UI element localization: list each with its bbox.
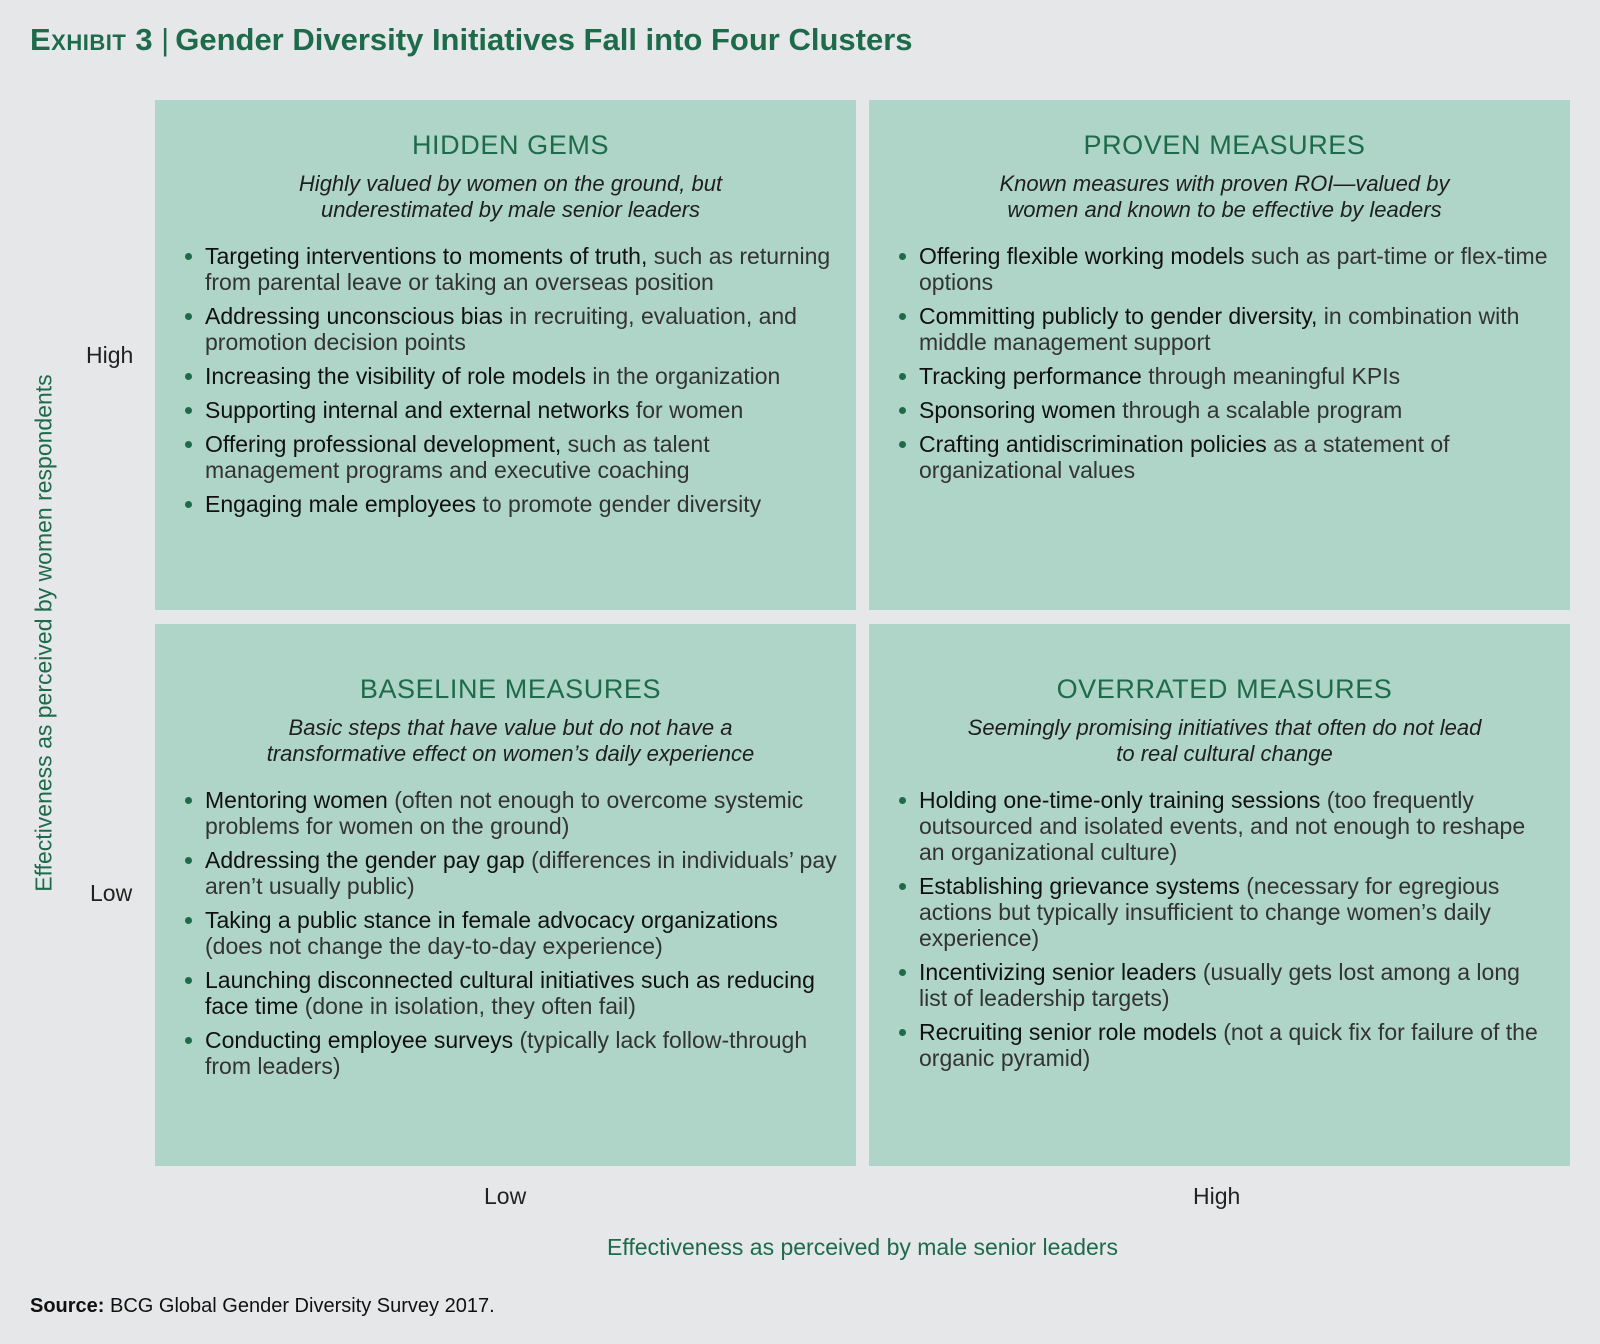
initiative-lead: Engaging male employees: [205, 491, 477, 517]
quadrant-title: OVERRATED MEASURES: [1056, 674, 1393, 704]
quadrant-subtitle: Basic steps that have value but do not have a transformative effect on women’s daily experience: [266, 715, 755, 766]
initiative-detail: such as talent management programs and executive coaching: [205, 431, 710, 483]
quadrant-title: PROVEN MEASURES: [1083, 130, 1366, 160]
initiative-item: [183, 363, 838, 389]
initiative-lead: Offering flexible working models: [919, 243, 1245, 269]
quadrant-item-list: [897, 787, 1552, 1071]
initiative-lead: Addressing the gender pay gap: [205, 847, 525, 873]
initiative-detail: for women: [629, 397, 744, 423]
initiative-lead: Crafting antidiscrimination policies: [919, 431, 1267, 457]
initiative-lead: Offering professional development,: [205, 431, 562, 457]
title-text: Gender Diversity Initiatives Fall into Four Clusters: [175, 22, 913, 57]
quadrant-subtitle: Seemingly promising initiatives that often do not lead to real cultural change: [967, 715, 1482, 766]
initiative-detail: (differences in individuals’ pay aren’t usually public): [205, 847, 837, 899]
exhibit-number: Exhibit 3: [30, 22, 154, 57]
source-note: [30, 1295, 495, 1318]
initiative-lead: Holding one-time-only training sessions: [919, 787, 1321, 813]
initiative-item: [897, 397, 1552, 423]
initiative-item: [183, 431, 838, 483]
title-separator: |: [161, 22, 170, 57]
quadrant-baseline-measures: [155, 624, 856, 1166]
initiative-detail: (too frequently outsourced and isolated events, and not enough to reshape an organizational culture): [919, 787, 1526, 865]
initiative-detail: (typically lack follow-through from leaders): [205, 1027, 808, 1079]
quadrant-item-list: [183, 787, 838, 1079]
initiative-lead: Incentivizing senior leaders: [919, 959, 1197, 985]
quadrant-title: HIDDEN GEMS: [411, 130, 610, 160]
initiative-detail: through a scalable program: [1115, 397, 1403, 423]
initiative-lead: Committing publicly to gender diversity,: [919, 303, 1318, 329]
exhibit-title: [30, 22, 913, 58]
initiative-lead: Targeting interventions to moments of truth,: [205, 243, 648, 269]
quadrant-item-list: [183, 243, 838, 517]
x-axis-label: Effectiveness as perceived by male senior leaders: [607, 1234, 1118, 1260]
initiative-lead: Supporting internal and external networks: [205, 397, 630, 423]
x-tick-high: High: [1193, 1183, 1241, 1209]
initiative-item: [183, 847, 838, 899]
initiative-detail: through meaningful KPIs: [1141, 363, 1401, 389]
initiative-detail: in the organization: [585, 363, 781, 389]
quadrant-item-list: [897, 243, 1552, 483]
initiative-item: [183, 907, 838, 959]
initiative-lead: Sponsoring women: [919, 397, 1116, 423]
initiative-detail: in recruiting, evaluation, and promotion decision points: [205, 303, 797, 355]
initiative-item: [183, 491, 838, 517]
initiative-detail: (does not change the day-to-day experience): [205, 933, 663, 959]
initiative-item: [897, 787, 1552, 865]
initiative-item: [897, 363, 1552, 389]
initiative-detail: (not a quick fix for failure of the organic pyramid): [919, 1019, 1538, 1071]
initiative-item: [897, 243, 1552, 295]
initiative-item: [183, 1027, 838, 1079]
initiative-item: [897, 431, 1552, 483]
y-tick-low: Low: [90, 880, 133, 906]
y-tick-high: High: [86, 342, 134, 368]
initiative-item: [897, 303, 1552, 355]
initiative-detail: (usually gets lost among a long list of leadership targets): [919, 959, 1520, 1011]
quadrant-subtitle: Known measures with proven ROI—valued by women and known to be effective by leaders: [999, 171, 1450, 222]
initiative-detail: (done in isolation, they often fail): [298, 993, 636, 1019]
initiative-lead: Addressing unconscious bias: [205, 303, 503, 329]
initiative-lead: Tracking performance: [919, 363, 1142, 389]
initiative-item: [897, 1019, 1552, 1071]
initiative-lead: Conducting employee surveys: [205, 1027, 514, 1053]
y-axis-label: Effectiveness as perceived by women respondents: [30, 374, 57, 892]
initiative-lead: Recruiting senior role models: [919, 1019, 1217, 1045]
source-text: BCG Global Gender Diversity Survey 2017.: [104, 1295, 495, 1317]
quadrant-title: BASELINE MEASURES: [359, 674, 662, 704]
initiative-item: [183, 397, 838, 423]
initiative-detail: (necessary for egregious actions but typically insufficient to change women’s daily experience): [919, 873, 1500, 951]
initiative-detail: in combination with middle management support: [919, 303, 1520, 355]
source-label: Source:: [30, 1295, 105, 1317]
initiative-detail: (often not enough to overcome systemic problems for women on the ground): [205, 787, 804, 839]
initiative-item: [183, 243, 838, 295]
initiative-item: [183, 787, 838, 839]
initiative-lead: Mentoring women: [205, 787, 388, 813]
quadrant-overrated-measures: [869, 624, 1570, 1166]
initiative-item: [897, 873, 1552, 951]
initiative-lead: Increasing the visibility of role models: [205, 363, 586, 389]
quadrant-subtitle: Highly valued by women on the ground, but underestimated by male senior leaders: [298, 171, 723, 222]
initiative-detail: such as returning from parental leave or taking an overseas position: [205, 243, 831, 295]
initiative-detail: to promote gender diversity: [476, 491, 762, 517]
initiative-item: [183, 303, 838, 355]
initiative-lead: Launching disconnected cultural initiatives such as reducing face time: [205, 967, 815, 1019]
x-tick-low: Low: [484, 1183, 527, 1209]
initiative-item: [897, 959, 1552, 1011]
initiative-lead: Establishing grievance systems: [919, 873, 1240, 899]
initiative-item: [183, 967, 838, 1019]
initiative-detail: such as part-time or flex-time options: [919, 243, 1548, 295]
quadrant-hidden-gems: [155, 100, 856, 610]
quadrant-proven-measures: [869, 100, 1570, 610]
initiative-detail: as a statement of organizational values: [919, 431, 1450, 483]
initiative-lead: Taking a public stance in female advocacy organizations: [205, 907, 778, 933]
